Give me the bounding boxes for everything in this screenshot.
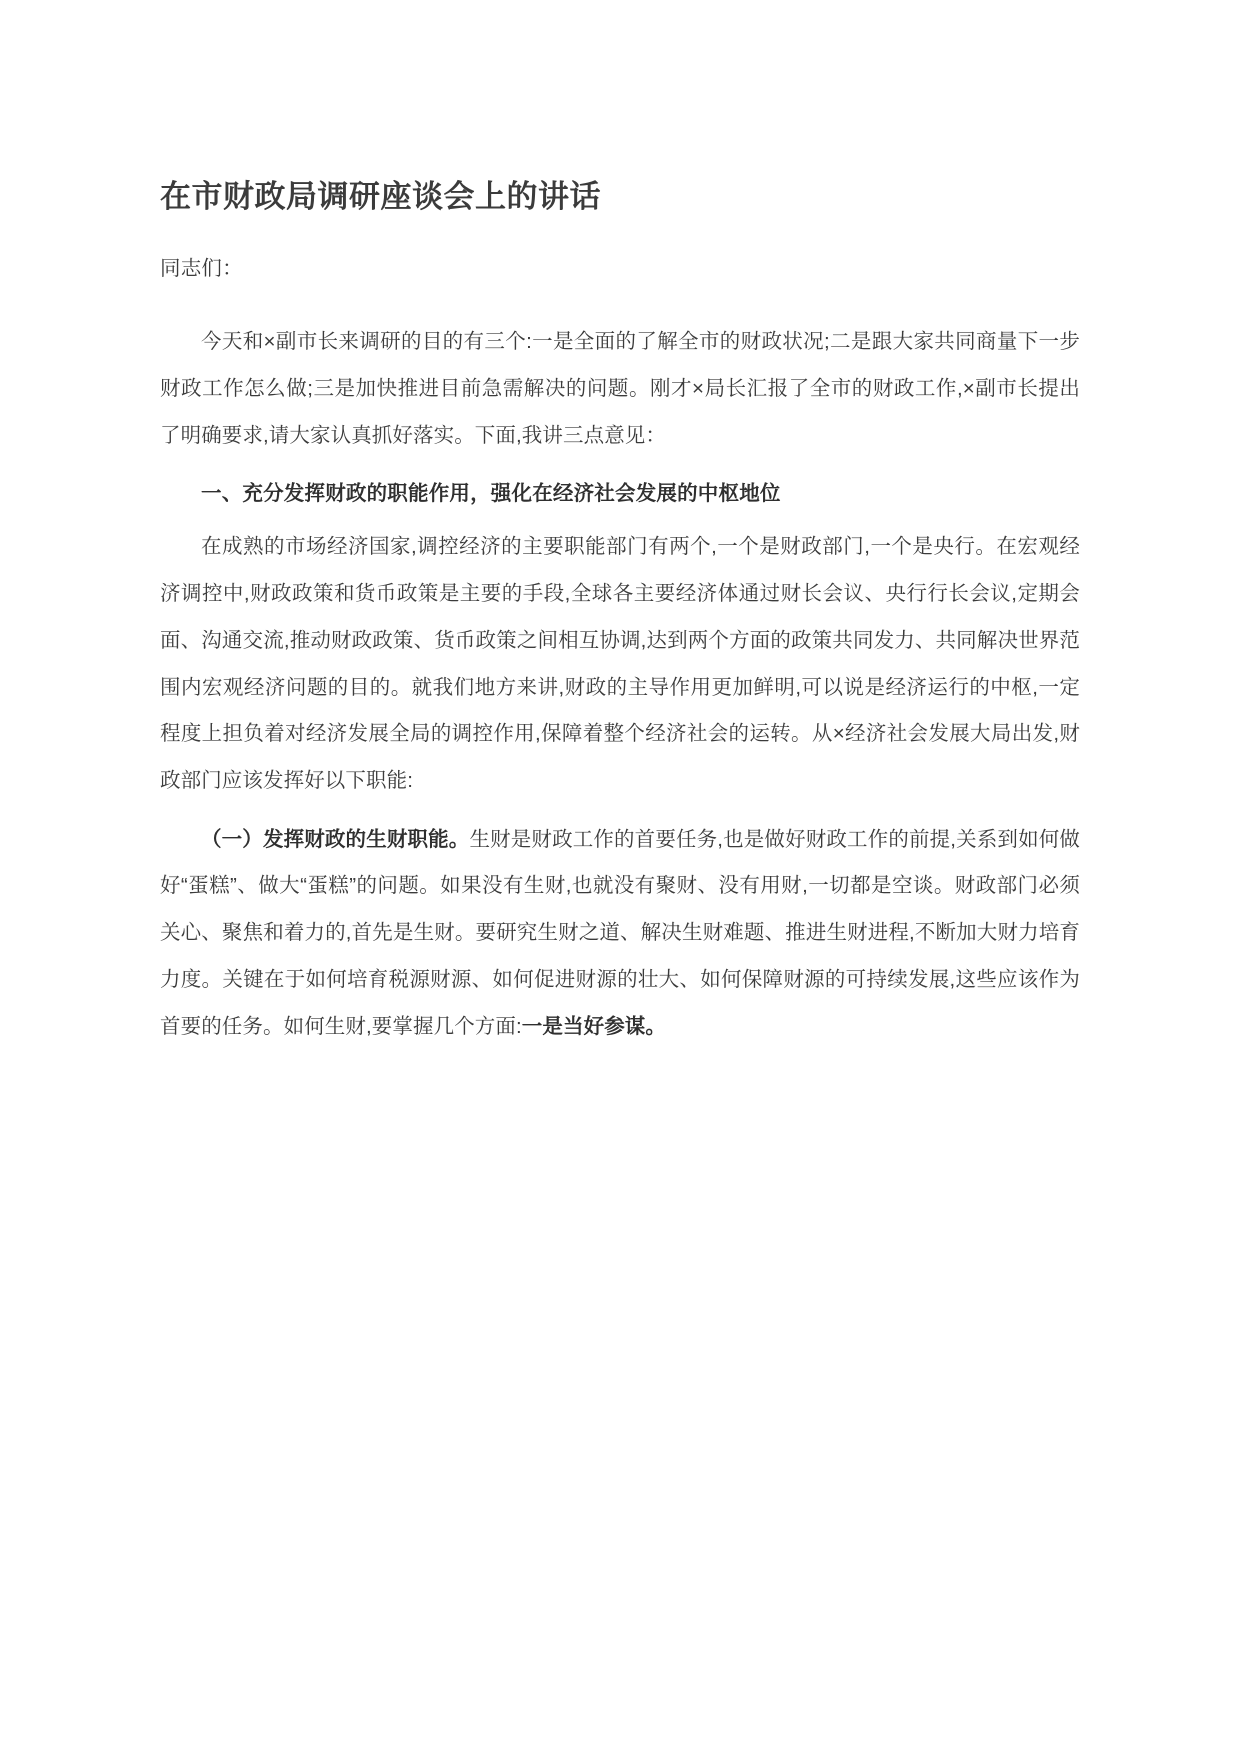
subsection-one-body: 生财是财政工作的首要任务,也是做好财政工作的前提,关系到如何做好“蛋糕”、做大“蛋糕”的问题。如果没有生财,也就没有聚财、没有用财,一切都是空谈。财政部门必须关心、聚焦和着力的,首先是生财。要研究生财之道、解决生财难题、推进生财进程,不断加大财力培育力度。关键在于如何培育税源财源、如何促进财源的壮大、如何保障财源的可持续发展,这些应该作为首要的任务。如何生财,要掌握几个方面: [160, 827, 1080, 1038]
section-one-body-paragraph: 在成熟的市场经济国家,调控经济的主要职能部门有两个,一个是财政部门,一个是央行。在宏观经济调控中,财政政策和货币政策是主要的手段,全球各主要经济体通过财长会议、央行行长会议,定期会面、沟通交流,推动财政政策、货币政策之间相互协调,达到两个方面的政策共同发力、共同解决世界范围内宏观经济问题的目的。就我们地方来讲,财政的主导作用更加鲜明,可以说是经济运行的中枢,一定程度上担负着对经济发展全局的调控作用,保障着整个经济社会的运转。从×经济社会发展大局出发,财政部门应该发挥好以下职能: [160, 535, 1080, 793]
subsection-one-lead: （一）发挥财政的生财职能。 [201, 827, 470, 851]
section-heading-one: 一、充分发挥财政的职能作用，强化在经济社会发展的中枢地位 [201, 482, 781, 506]
subsection-one-paragraph [160, 817, 1080, 1051]
page-title: 在市财政局调研座谈会上的讲话 [160, 179, 601, 214]
intro-paragraph: 今天和×副市长来调研的目的有三个:一是全面的了解全市的财政状况;二是跟大家共同商量下一步财政工作怎么做;三是加快推进目前急需解决的问题。刚才×局长汇报了全市的财政工作,×副市长提出了明确要求,请大家认真抓好落实。下面,我讲三点意见： [160, 330, 1080, 447]
salutation: 同志们： [160, 257, 243, 281]
subsection-one-bold-tail: 一是当好参谋。 [521, 1014, 666, 1038]
